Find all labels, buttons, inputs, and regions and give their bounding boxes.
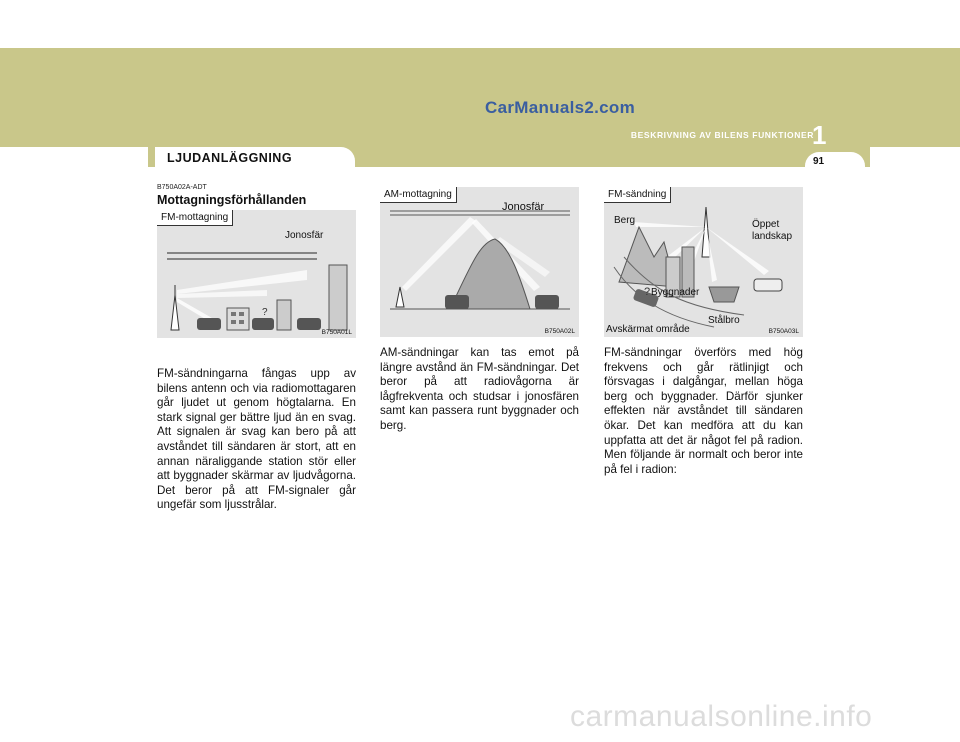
fm-reception-tag: FM-mottagning <box>157 210 233 226</box>
figure-code: B750A01L <box>321 329 352 336</box>
am-ionosphere-label: Jonosfär <box>502 201 545 213</box>
fm-transmission-tag: FM-sändning <box>604 187 671 203</box>
fm-transmission-diagram <box>604 187 803 337</box>
steel-bridge-label: Stålbro <box>708 315 740 326</box>
ionosphere-label: Jonosfär <box>285 230 324 241</box>
am-reception-text: AM-sändningar kan tas emot på längre avstånd än FM-sändningar. Det beror på att radiovågorna är lågfrekventa och studsar i jonosfären samt kan passera runt byggnader och berg. <box>380 346 579 432</box>
shielded-area-label: Avskärmat område <box>606 324 690 335</box>
site-watermark[interactable]: CarManuals2.com <box>485 98 635 117</box>
am-figure-code: B750A02L <box>544 328 575 335</box>
page-number: 91 <box>813 156 825 167</box>
figure-fm-transmission <box>604 187 803 337</box>
chapter-number: 1 <box>812 120 827 150</box>
svg-text:?: ? <box>262 307 268 318</box>
fm-reception-text: FM-sändningarna fångas upp av bilens antenn och via radiomottagaren går ljudet ut genom högtalarna. En stark signal ger bättre ljud än en svag. Att signalen är svag kan bero på att avståndet till sändaren är stort, att en annan näraliggande station stör eller att byggnader skärmar av ljudvågorna. Det beror på att FM-signaler går ungefär som ljusstrålar. <box>157 367 356 512</box>
open-landscape-label: Öppet landskap <box>752 219 793 242</box>
page-number-tab <box>805 152 865 170</box>
section-title-tab <box>155 147 355 169</box>
section-title: LJUDANLÄGGNING <box>167 151 293 165</box>
fm-transmission-text: FM-sändningar överförs med hög frekvens och går rätlinjigt och försvagas i dalgångar, mellan höga berg och byggnader. Därför sjunker effekten när avståndet till sändaren ökar. Det kan medföra att du kan uppfatta att det är något fel på radion. Men följande är normalt och beror inte på fel i radion: <box>604 346 803 476</box>
buildings-label: Byggnader <box>651 287 700 298</box>
section-label: BESKRIVNING AV BILENS FUNKTIONER <box>630 130 814 140</box>
fm-transmission-figure-code: B750A03L <box>768 328 799 335</box>
subsection-heading: Mottagningsförhållanden <box>157 193 307 207</box>
am-reception-diagram <box>380 187 579 337</box>
mountain-label: Berg <box>614 215 636 226</box>
fm-reception-diagram <box>157 210 356 338</box>
section-code: B750A02A-ADT <box>157 184 207 191</box>
svg-text:?: ? <box>644 286 651 298</box>
figure-fm-reception <box>157 210 356 338</box>
footer-watermark: carmanualsonline.info <box>570 700 873 733</box>
figure-am-reception <box>380 187 579 337</box>
am-reception-tag: AM-mottagning <box>380 187 457 203</box>
